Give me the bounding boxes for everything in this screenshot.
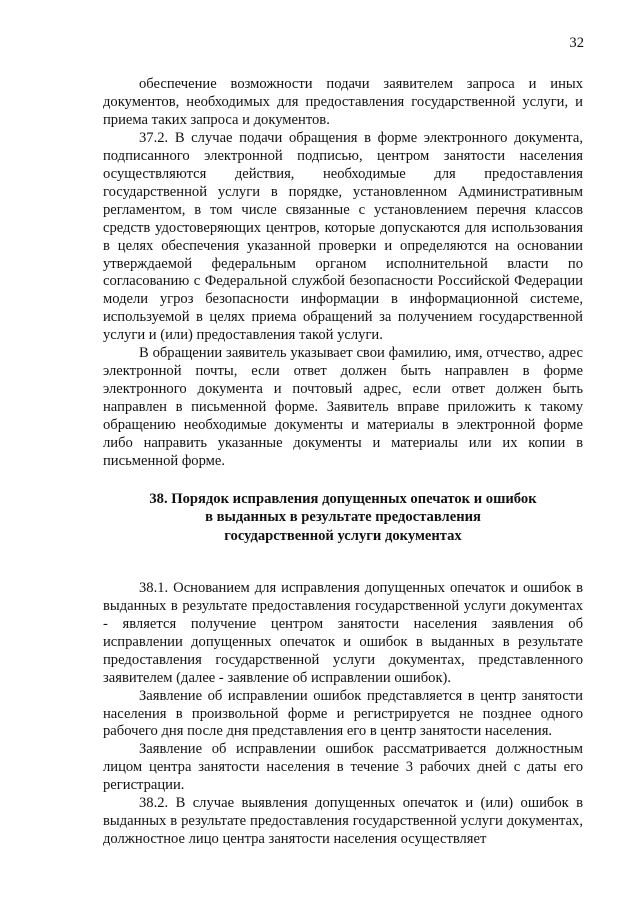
page-number: 32 [569,35,584,51]
heading-line-2: в выданных в результате предоставления [205,509,481,526]
heading-line-1: 38. Порядок исправления допущенных опечаток и ошибок [149,490,537,507]
paragraph-submission: Заявление об исправлении ошибок представляется в центр занятости населения в произвольной форме и регистрируется не позднее одного рабочего дня после дня представления его в центр занятости населения. [103,687,583,740]
paragraph-continuation: обеспечение возможности подачи заявителем запроса и иных документов, необходимых для предоставления государственной услуги, и приема таких запроса и документов. [103,76,583,128]
paragraph-38-1: 38.1. Основанием для исправления допущенных опечаток и ошибок в выданных в результате предоставления государственной услуги документах - является получение центром занятости населения заявления об исправлении допущенных опечаток и ошибок в выданных в результате предоставления государственной услуги документах, представленного заявителем (далее - заявление об исправлении ошибок). [103,579,583,686]
section-heading-38 [103,490,583,545]
paragraph-applicant-info: В обращении заявитель указывает свои фамилию, имя, отчество, адрес электронной почты, если ответ должен быть направлен в форме электронного документа и почтовый адрес, если ответ должен быть направлен в письменной форме. Заявитель вправе приложить к такому обращению необходимые документы и материалы в электронной форме либо направить указанные документы и материалы или их копии в письменной форме. [103,345,583,470]
paragraph-38-2: 38.2. В случае выявления допущенных опечаток и (или) ошибок в выданных в результате предоставления государственной услуги документах, должностное лицо центра занятости населения осуществляет [103,795,583,848]
heading-line-3: государственной услуги документах [224,527,462,544]
document-body [103,76,583,849]
paragraph-review: Заявление об исправлении ошибок рассматривается должностным лицом центра занятости населения в течение 3 рабочих дней с даты его регистрации. [103,741,583,794]
paragraph-37-2: 37.2. В случае подачи обращения в форме электронного документа, подписанного электронной подписью, центром занятости населения осуществляются действия, необходимые для предоставления государственной услуги в порядке, установленном Административным регламентом, в том числе связанные с установлением перечня классов средств удостоверяющих центров, которые допускаются для использования в целях обеспечения указанной проверки и определяются на основании утверждаемой федеральным органом исполнительной власти по согласованию с Федеральной службой безопасности Российской Федерации модели угроз безопасности информации в информационной системе, используемой в целях приема обращений за получением государственной услуги и (или) предоставления такой услуги. [103,129,583,344]
